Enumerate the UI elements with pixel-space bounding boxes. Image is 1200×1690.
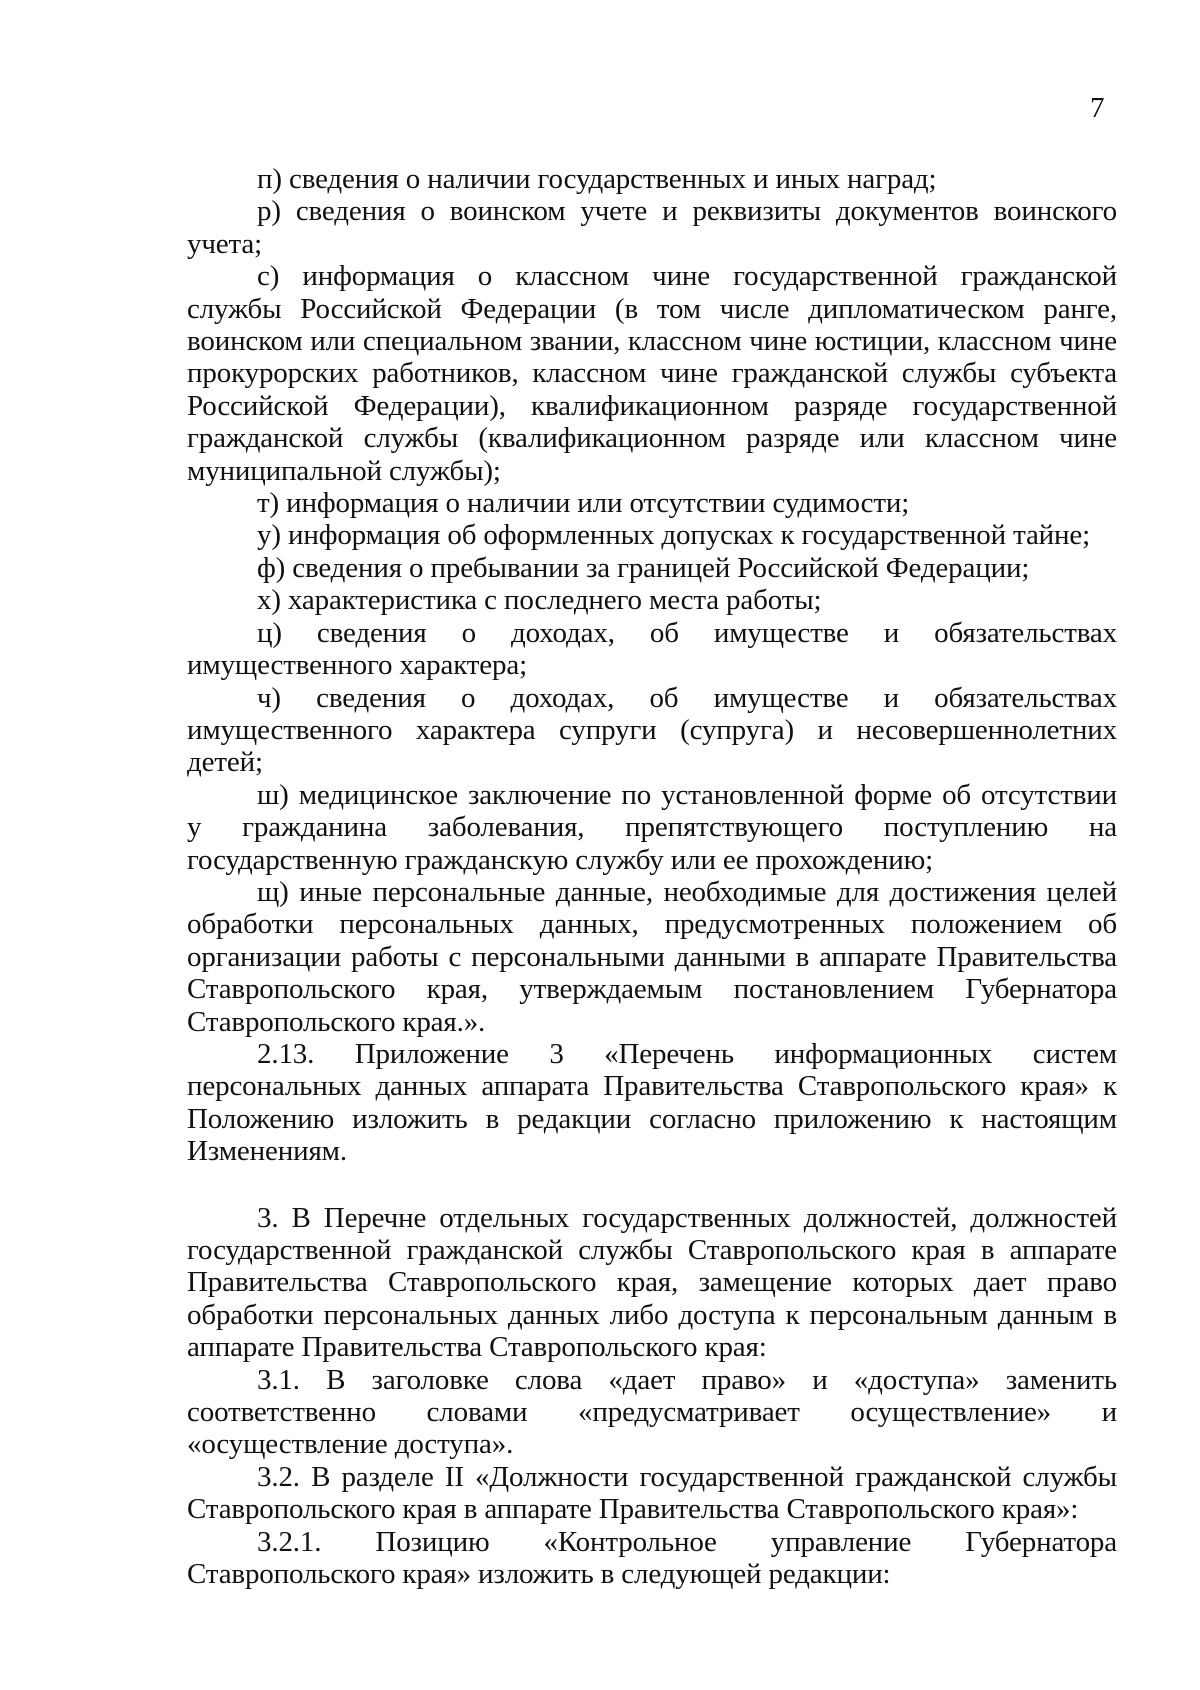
paragraph-item-shch: щ) иные персональные данные, необходимые для достижения целей обработки персональных данных, предусмотренных положением об организации работы с персональными данными в аппарате Правительства Ставропольского края, утверждаемым постановлением Губернатора Ставропольского края.». bbox=[187, 875, 1117, 1038]
paragraph-3-1: 3.1. В заголовке слова «дает право» и «доступа» заменить соответственно словами «предусматривает осуществление» и «осуществление доступа». bbox=[187, 1363, 1117, 1461]
paragraph-item-p: п) сведения о наличии государственных и иных наград; bbox=[257, 163, 937, 195]
paragraph-item-r: р) сведения о воинском учете и реквизиты документов воинского учета; bbox=[187, 195, 1117, 260]
paragraph-item-ch: ч) сведения о доходах, об имуществе и обязательствах имущественного характера супруги (супруга) и несовершеннолетних детей; bbox=[187, 681, 1117, 779]
paragraph-3-2: 3.2. В разделе II «Должности государственной гражданской службы Ставропольского края в аппарате Правительства Ставропольского края»: bbox=[187, 1460, 1117, 1526]
paragraph-item-s: с) информация о классном чине государственной гражданской службы Российской Федерации (в том числе дипломатическом ранге, воинском или специальном звании, классном чине юстиции, классном чине прокурорских работников, классном чине гражданской службы субъекта Российской Федерации), квалификационном разряде государственной гражданской службы (квалификационном разряде или классном чине муниципальной службы); bbox=[187, 260, 1117, 487]
page-number: 7 bbox=[1090, 92, 1105, 124]
paragraph-item-ts: ц) сведения о доходах, об имуществе и обязательствах имущественного характера; bbox=[187, 616, 1117, 682]
paragraph-item-sh: ш) медицинское заключение по установленной форме об отсутствии у гражданина заболевания, препятствующего поступлению на государственную гражданскую службу или ее прохождению; bbox=[187, 778, 1117, 876]
paragraph-item-u: у) информация об оформленных допусках к государственной тайне; bbox=[257, 519, 1091, 552]
paragraph-3-2-1: 3.2.1. Позицию «Контрольное управление Губернатора Ставропольского края» изложить в следующей редакции: bbox=[187, 1525, 1117, 1591]
paragraph-3: 3. В Перечне отдельных государственных должностей, должностей государственной гражданской службы Ставропольского края в аппарате Правительства Ставропольского края, замещение которых дает право обработки персональных данных либо доступа к персональным данным в аппарате Правительства Ставропольского края: bbox=[187, 1201, 1117, 1364]
document-body bbox=[187, 163, 1117, 1590]
paragraph-item-t: т) информация о наличии или отсутствии судимости; bbox=[257, 487, 910, 520]
paragraph-item-kh: х) характеристика с последнего места работы; bbox=[257, 584, 822, 617]
paragraph-2-13: 2.13. Приложение 3 «Перечень информационных систем персональных данных аппарата Правительства Ставропольского края» к Положению изложить в редакции согласно приложению к настоящим Изменениям. bbox=[187, 1037, 1117, 1168]
paragraph-item-f: ф) сведения о пребывании за границей Российской Федерации; bbox=[257, 551, 1030, 584]
